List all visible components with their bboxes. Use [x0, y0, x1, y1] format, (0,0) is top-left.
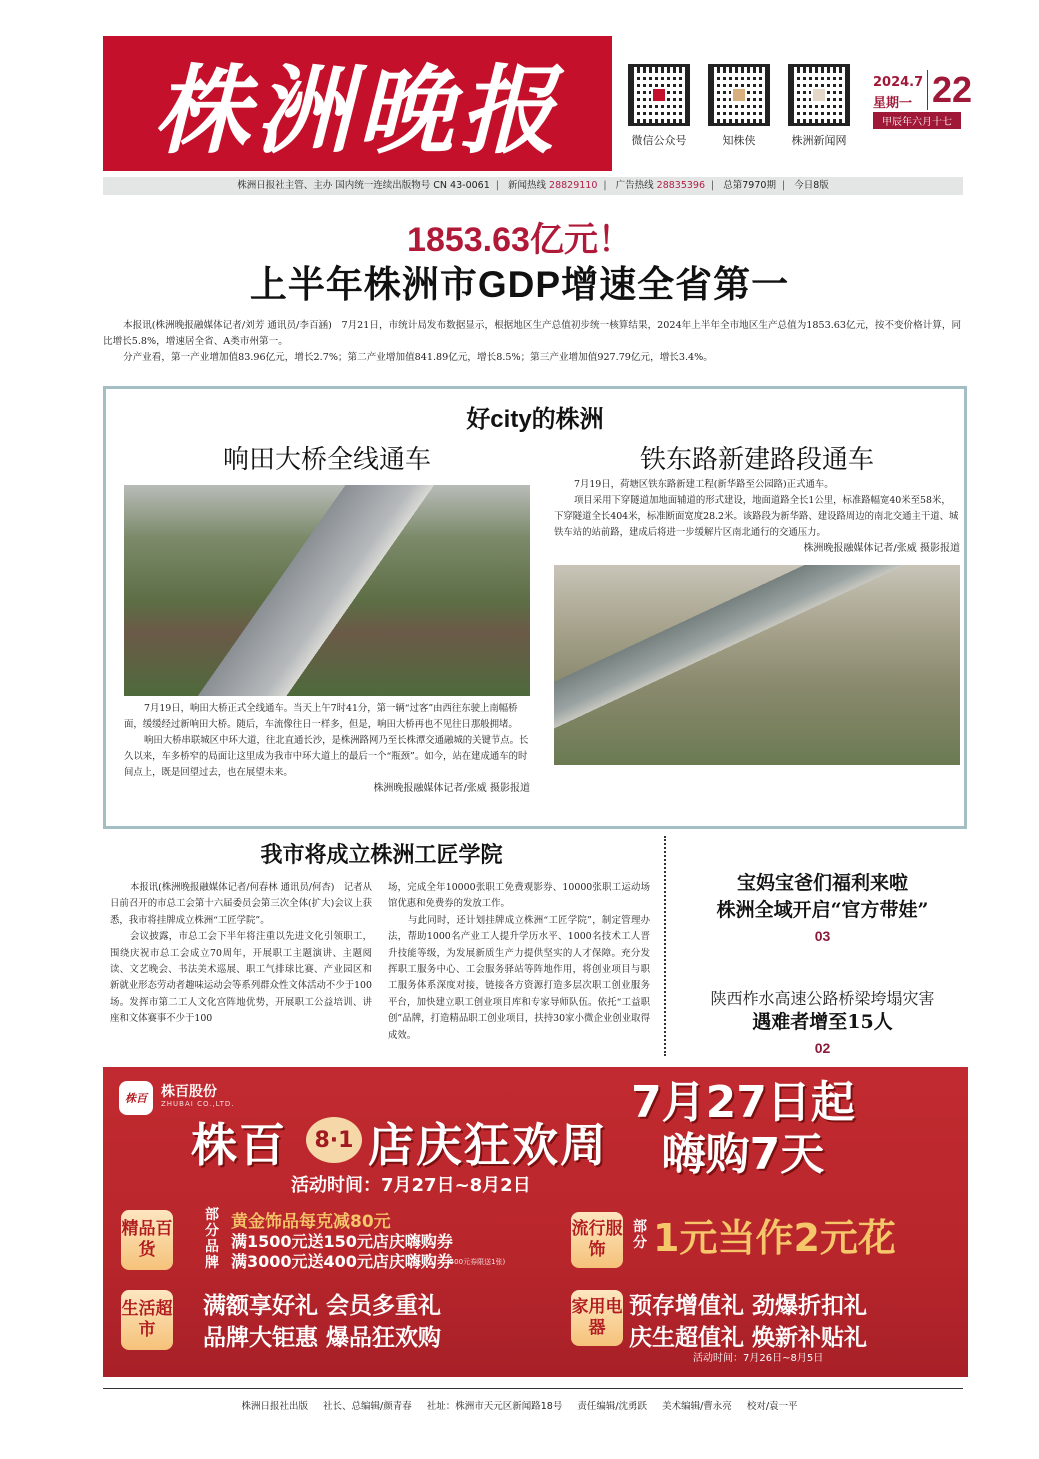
date-day: 22 [927, 70, 972, 110]
teaser-2[interactable] [670, 986, 975, 1056]
teaser-line1: 宝妈宝爸们福利来啦 [736, 872, 908, 894]
footer-item: 美术编辑/曹永亮 [662, 1401, 732, 1412]
article2-col1 [110, 880, 372, 1028]
footer-rule [103, 1388, 963, 1389]
lunar-date: 甲辰年六月十七 [873, 112, 961, 129]
publisher-info: 株洲日报社主管、主办 国内统一连续出版物号 CN 43-0061 [237, 180, 490, 191]
footer-item: 社址：株洲市天元区新闻路18号 [426, 1401, 563, 1412]
issue-number: 总第7970期 [723, 180, 776, 191]
lead-paragraph: 分产业看，第一产业增加值83.96亿元，增长2.7%；第二产业增加值841.89亿元，增长8.5%；第三产业增加值927.79亿元，增长3.4%。 [123, 352, 713, 363]
dept1-vertical-label: 部分品牌 [205, 1207, 219, 1271]
caption-paragraph: 7月19日，荷塘区铁东路新建工程(新华路至公园路)正式通车。 [574, 479, 834, 490]
lead-body [103, 318, 969, 366]
footer-item: 株洲日报社出版 [241, 1401, 308, 1412]
zhubai-logo-icon: 株百 [119, 1081, 153, 1115]
masthead-title: 株洲晚报 [153, 54, 562, 167]
ad-hotline-label: 广告热线 [615, 180, 654, 191]
feature-left-caption [124, 701, 530, 797]
feature-title: 好city的株洲 [466, 406, 604, 433]
lead-paragraph: 本报讯(株洲晚报融媒体记者/刘芳 通讯员/李百涵) 7月21日，市统计局发布数据显示，根据地区生产总值初步统一核算结果，2024年上半年全市地区生产总值为1853.63亿元，按不变价格计算，同比增长5.8%，增速居全省、A类市州第一。 [103, 320, 962, 347]
byline: 株洲晚报融媒体记者/张威 摄影报道 [803, 543, 960, 554]
article2-col2 [388, 880, 650, 1044]
ad-brand-en: ZHUBAI CO.,LTD. [161, 1100, 235, 1108]
qr-wechat[interactable] [628, 64, 690, 148]
feature-right-title[interactable]: 铁东路新建路段通车 [639, 445, 874, 475]
footer [0, 1398, 1039, 1412]
ad-main-right: 店庆狂欢周 [368, 1118, 608, 1172]
bridge-photo[interactable] [124, 485, 530, 696]
dept3-line1: 满额享好礼 会员多重礼 [203, 1293, 442, 1319]
ad-side-line1: 7月27日起 [631, 1077, 855, 1128]
info-bar: 株洲日报社主管、主办 国内统一连续出版物号 CN 43-0061 | 新闻热线 28829110 | 广告热线 28835396 | 总第7970期 | 今日8版 [103, 177, 963, 195]
tag-fashion: 流行服饰 [571, 1212, 623, 1268]
article-paragraph: 场，完成全年10000张职工免费观影券、10000张职工运动场馆优惠和免费券的发放工作。 [388, 882, 650, 910]
ad-main-left: 株百 [191, 1118, 287, 1172]
teaser-line1: 陕西柞水高速公路桥梁垮塌灾害 [710, 989, 935, 1008]
ad-period-2: 活动时间：7月26日~8月5日 [693, 1353, 824, 1364]
footer-item: 校对/袁一平 [746, 1401, 798, 1412]
road-photo[interactable] [554, 565, 960, 765]
feature-left-title[interactable]: 响田大桥全线通车 [222, 445, 431, 475]
qr-zhuzhou-news[interactable] [788, 64, 850, 148]
teaser-page-number: 03 [814, 928, 831, 944]
caption-paragraph: 响田大桥串联城区中环大道，往北直通长沙，是株洲路网乃至长株潭交通融城的关键节点。长久以来，车多桥窄的局面让这里成为我市中环大道上的最后一个“瓶颈”。如今，站在建成通车的时间点上，既是回望过去，也在展望未来。 [124, 735, 529, 778]
page-count: 今日8版 [794, 180, 829, 191]
date-year-month: 2024.7 [873, 75, 924, 90]
dept2-vertical-label: 部分 [633, 1219, 647, 1251]
article-paragraph: 与此同时，还计划挂牌成立株洲“工匠学院”，制定管理办法，帮助1000名产业工人提升学历水平、1000名技术工人晋升技能等级，为发展新质生产力提供坚实的人才保障。充分发挥职工服务中心、工会服务驿站等阵地作用，将创业项目与职工服务体系深度对接，链接各方资源打造多层次职工创业服务平台，加快建立职工创业项目库和专家导师队伍。依托“工益职创”品牌，打造精品职工创业项目，扶持30家小微企业创业取得成效。 [388, 914, 650, 1041]
news-hotline-label: 新闻热线 [507, 180, 546, 191]
ad-hotline: 28835396 [656, 180, 706, 191]
article-paragraph: 本报讯(株洲晚报融媒体记者/何春林 通讯员/何杏) 记者从日前召开的市总工会第十六届委员会第三次全体(扩大)会议上获悉，我市将挂牌成立株洲“工匠学院”。 [110, 882, 372, 926]
dept4-line2: 庆生超值礼 焕新补贴礼 [629, 1325, 868, 1351]
tag-supermarket: 生活超市 [121, 1290, 173, 1350]
teaser-page-number: 02 [814, 1040, 831, 1056]
byline: 株洲晚报融媒体记者/张威 摄影报道 [373, 783, 530, 794]
dept4-line1: 预存增值礼 劲爆折扣礼 [629, 1293, 868, 1319]
dept1-line1: 黄金饰品每克减80元 [231, 1212, 391, 1232]
dept1-line2: 满1500元送150元店庆嗨购券 [231, 1232, 453, 1251]
ad-brand: 株百股份 [161, 1084, 217, 1100]
tag-appliances: 家用电器 [571, 1290, 623, 1346]
teaser-line2: 遇难者增至15人 [752, 1011, 893, 1033]
dept2-offer: 1元当作2元花 [653, 1216, 896, 1260]
caption-paragraph: 7月19日，响田大桥正式全线通车。当天上午7时41分，第一辆“过客”由西往东驶上南幅桥面，缓缓经过新响田大桥。随后，车流像往日一样多，但是，响田大桥再也不见往日那般拥堵。 [124, 703, 518, 730]
lead-kicker: 1853.63亿元！ [407, 221, 632, 259]
date-weekday: 星期一 [873, 96, 913, 111]
lead-headline[interactable]: 上半年株洲市GDP增速全省第一 [249, 264, 790, 305]
qr-label: 株洲新闻网 [791, 134, 847, 147]
dept3-line2: 品牌大钜惠 爆品狂欢购 [203, 1325, 442, 1351]
footer-item: 责任编辑/沈勇跃 [577, 1401, 648, 1412]
issue-date [873, 75, 923, 111]
ad-bubble-icon: 8·1 [306, 1117, 362, 1163]
masthead [103, 36, 612, 171]
footer-item: 社长、总编辑/颜青春 [323, 1401, 412, 1412]
ad-side-line2: 嗨购7天 [661, 1129, 825, 1180]
dept1-note: (400元券限送1张) [447, 1258, 506, 1266]
qr-label: 微信公众号 [631, 134, 687, 147]
column-divider [664, 836, 666, 1056]
ad-side-slogan [623, 1077, 863, 1181]
article2-title[interactable]: 我市将成立株洲工匠学院 [260, 842, 503, 868]
news-hotline: 28829110 [549, 180, 598, 191]
caption-paragraph: 项目采用下穿隧道加地面辅道的形式建设，地面道路全长1公里，标准路幅宽40米至58米，下穿隧道全长404米，标准断面宽度28.2米。该路段为新华路、建设路周边的南北交通主干道、城铁车站的站前路，建成后将进一步缓解片区南北通行的交通压力。 [554, 495, 959, 538]
advertisement[interactable] [103, 1067, 968, 1377]
qr-code-icon [628, 64, 690, 126]
dept1-line3: 满3000元送400元店庆嗨购券 [231, 1252, 453, 1271]
tag-boutique: 精品百货 [121, 1210, 173, 1270]
qr-code-icon [788, 64, 850, 126]
qr-label: 知株侠 [722, 134, 756, 147]
feature-box [103, 386, 967, 829]
ad-period: 活动时间：7月27日~8月2日 [291, 1175, 531, 1196]
qr-zhizhuxia[interactable] [708, 64, 770, 148]
qr-code-icon [708, 64, 770, 126]
feature-right-caption [554, 477, 960, 557]
teaser-1[interactable] [670, 870, 975, 944]
teaser-line2: 株洲全域开启“官方带娃” [716, 899, 929, 921]
article-paragraph: 会议披露，市总工会下半年将注重以先进文化引领职工，围绕庆祝市总工会成立70周年，开展职工主题演讲、主题阅读、文艺晚会、书法美术巡展、职工气排球比赛、产业园区和新就业形态劳动者趣味运动会等系列群众性文体活动不少于100场。发挥市第二工人文化宫阵地优势，开展职工公益培训、讲座和文体赛事不少于100 [110, 931, 372, 1025]
